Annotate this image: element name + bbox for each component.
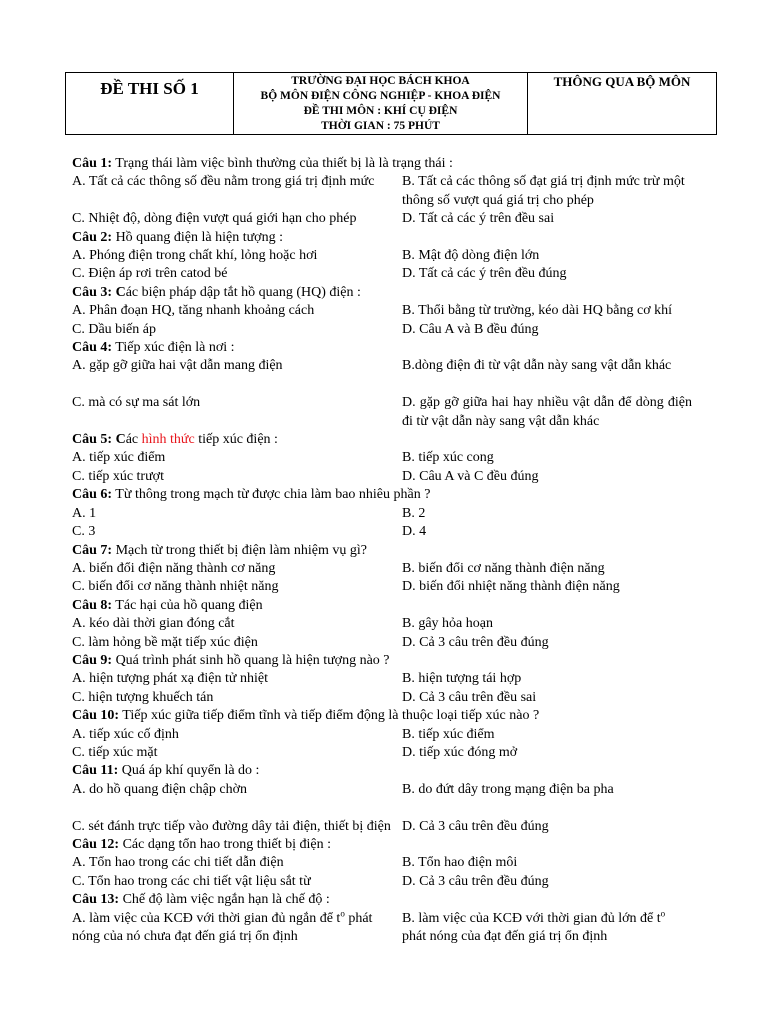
question-8 [72,597,692,615]
answer-b: B. Tất cả các thông số đạt giá trị định mức trừ một thông số vượt quá giá trị cho phép [402,174,685,208]
answer-c: C. tiếp xúc mặt [72,744,158,760]
school-info [234,73,528,135]
answer-d: D. tiếp xúc đóng mở [402,744,518,760]
answer-b: B. tiếp xúc điểm [402,726,495,742]
answer-row [72,302,692,320]
answer-row [72,744,692,762]
answer-row [72,818,692,836]
answer-row [72,781,692,799]
question-text: Mạch từ trong thiết bị điện làm nhiệm vụ gì? [112,542,367,558]
answer-d: D. Tất cả các ý trên đều sai [402,211,555,227]
answer-d: D. Câu A và C đều đúng [402,468,539,484]
answer-row [72,265,692,283]
answer-c: C. Nhiệt độ, dòng điện vượt quá giới hạn cho phép [72,211,357,227]
question-6 [72,486,692,504]
highlighted-text: hình thức [141,432,195,448]
question-label: Câu 2: [72,229,113,245]
answer-a-text-end: phát nóng của nó chưa đạt đến giá trị ổn định [72,910,373,945]
question-9 [72,652,692,670]
answer-c: C. làm hỏng bề mặt tiếp xúc điện [72,634,258,650]
question-label: Câu 12: [72,837,120,852]
question-text: Trạng thái làm việc bình thường của thiết bị là là trạng thái : [112,156,453,171]
answer-a: A. gặp gỡ giữa hai vật dẫn mang điện [72,358,283,374]
question-label: Câu 13: [72,892,120,908]
answer-b: B. gây hỏa hoạn [402,616,493,632]
question-text: Quá trình phát sinh hồ quang là hiện tượng nào ? [112,652,390,668]
question-2 [72,229,692,247]
subject-name: ĐỀ THI MÔN : KHÍ CỤ ĐIỆN [303,105,458,117]
question-10 [72,707,692,725]
answer-c: C. Tổn hao trong các chi tiết vật liệu sắt từ [72,873,311,889]
answer-c: C. hiện tượng khuếch tán [72,689,214,705]
answer-d: D. 4 [402,524,427,540]
answer-row [72,523,692,541]
answer-row [72,907,692,947]
answer-b-text-end: phát nóng của đạt đến giá trị ổn định [402,929,608,945]
answer-d: D. Tất cả các ý trên đều đúng [402,266,567,282]
question-label-extra: C [112,432,126,448]
answer-a-text: A. làm việc của KCĐ với thời gian đủ ngắn để t [72,910,341,926]
answer-b: B. tiếp xúc cong [402,450,494,466]
question-label: Câu 5: [72,432,113,448]
question-text: Từ thông trong mạch từ được chia làm bao nhiêu phần ? [112,487,431,503]
answer-c: C. sét đánh trực tiếp vào đường dây tải điện, thiết bị điện [72,818,391,834]
question-label: Câu 9: [72,652,113,668]
answer-row [72,210,692,228]
question-text: ác [125,432,142,448]
school-name: TRƯỜNG ĐẠI HỌC BÁCH KHOA [291,75,470,87]
spacer [72,376,692,394]
answer-c: C. tiếp xúc trượt [72,468,164,484]
answer-row [72,689,692,707]
exam-time: THỜI GIAN : 75 PHÚT [321,120,440,132]
question-text: ác biện pháp dập tắt hồ quang (HQ) điện : [125,284,361,300]
answer-a: A. Phân đoạn HQ, tăng nhanh khoảng cách [72,303,315,319]
question-3 [72,284,692,302]
question-label: Câu 8: [72,597,113,613]
question-text: Tiếp xúc giữa tiếp điểm tĩnh và tiếp điểm động là thuộc loại tiếp xúc nào ? [119,708,540,724]
answer-d: D. Cả 3 câu trên đều sai [402,689,537,705]
answer-b: B. Mật độ dòng điện lớn [402,248,540,264]
answer-row [72,873,692,891]
question-7 [72,542,692,560]
answer-a: A. kéo dài thời gian đóng cắt [72,616,235,632]
answer-a: A. tiếp xúc cố định [72,726,179,742]
answer-b: B. 2 [402,505,426,521]
answer-a: A. Phóng điện trong chất khí, lỏng hoặc hơi [72,248,318,264]
answer-b [402,907,692,947]
answer-row [72,854,692,872]
question-11 [72,762,692,780]
answer-row [72,357,692,375]
question-text: Hồ quang điện là hiện tượng : [112,229,283,245]
answer-a: A. tiếp xúc điểm [72,450,166,466]
answer-row [72,726,692,744]
question-text: Các dạng tổn hao trong thiết bị điện : [119,837,331,852]
answer-d: D. Cả 3 câu trên đều đúng [402,634,549,650]
answer-a: A. do hồ quang điện chập chờn [72,781,247,797]
answer-row [72,505,692,523]
answer-row [72,560,692,578]
question-label: Câu 3: [72,284,113,300]
answer-b: B.dòng điện đi từ vật dẫn này sang vật dẫn khác [402,358,672,374]
question-5 [72,431,692,449]
answer-d: D. gặp gỡ giữa hai hay nhiều vật dẫn để dòng điện đi từ vật dẫn này sang vật dẫn khác [402,395,692,429]
answer-row [72,578,692,596]
question-label: Câu 11: [72,763,119,779]
answer-row [72,247,692,265]
answer-row [72,449,692,467]
answer-a: A. biến đổi điện năng thành cơ năng [72,560,276,576]
question-label: Câu 10: [72,708,120,724]
answer-row [72,468,692,486]
answer-a: A. Tổn hao trong các chi tiết dẫn điện [72,855,284,871]
answer-c: C. mà có sự ma sát lớn [72,395,201,411]
question-text: Tác hại của hồ quang điện [112,597,263,613]
answer-a: A. 1 [72,505,97,521]
question-list [72,155,692,946]
question-text: Tiếp xúc điện là nơi : [112,340,235,356]
question-1 [72,155,692,173]
department-name: BỘ MÔN ĐIỆN CÔNG NGHIỆP - KHOA ĐIỆN [260,90,501,102]
question-12 [72,836,692,854]
question-13 [72,891,692,909]
degree-superscript: o [660,907,666,918]
answer-c: C. Dầu biến áp [72,321,156,337]
exam-header [65,72,717,135]
answer-a [72,907,402,947]
answer-c: C. 3 [72,524,96,540]
question-4 [72,339,692,357]
degree-superscript: o [340,907,345,918]
answer-b: B. biến đổi cơ năng thành điện năng [402,560,605,576]
answer-d: D. Câu A và B đều đúng [402,321,539,337]
question-label: Câu 6: [72,487,113,503]
answer-row [72,615,692,633]
answer-d: D. Cả 3 câu trên đều đúng [402,873,549,889]
answer-row [72,634,692,652]
answer-c: C. biến đổi cơ năng thành nhiệt năng [72,579,279,595]
question-text-end: tiếp xúc điện : [194,432,278,448]
answer-d: D. biến đổi nhiệt năng thành điện năng [402,579,620,595]
answer-d: D. Cả 3 câu trên đều đúng [402,818,549,834]
answer-b: B. hiện tượng tái hợp [402,671,522,687]
answer-a: A. hiện tượng phát xạ điện tử nhiệt [72,671,268,687]
answer-row [72,173,692,210]
question-text: Quá áp khí quyển là do : [118,763,260,779]
question-label: Câu 7: [72,542,113,558]
answer-c: C. Điện áp rơi trên catod bé [72,266,228,282]
answer-b: B. do đứt dây trong mạng điện ba pha [402,781,614,797]
spacer [72,799,692,817]
answer-b-text: B. làm việc của KCĐ với thời gian đủ lớn để t [402,910,661,926]
question-label: Câu 4: [72,340,113,356]
answer-b: B. Thổi bằng từ trường, kéo dài HQ bằng cơ khí [402,303,673,319]
question-label-extra: C [112,284,126,300]
answer-a: A. Tất cả các thông số đều nằm trong giá trị định mức [72,174,375,190]
question-text: Chế độ làm việc ngắn hạn là chế độ : [119,892,330,908]
question-label: Câu 1: [72,156,113,171]
answer-row [72,321,692,339]
answer-row [72,394,692,431]
exam-number: ĐỀ THI SỐ 1 [66,73,234,135]
answer-b: B. Tổn hao điện môi [402,855,518,871]
approval-box: THÔNG QUA BỘ MÔN [528,73,717,135]
answer-row [72,670,692,688]
